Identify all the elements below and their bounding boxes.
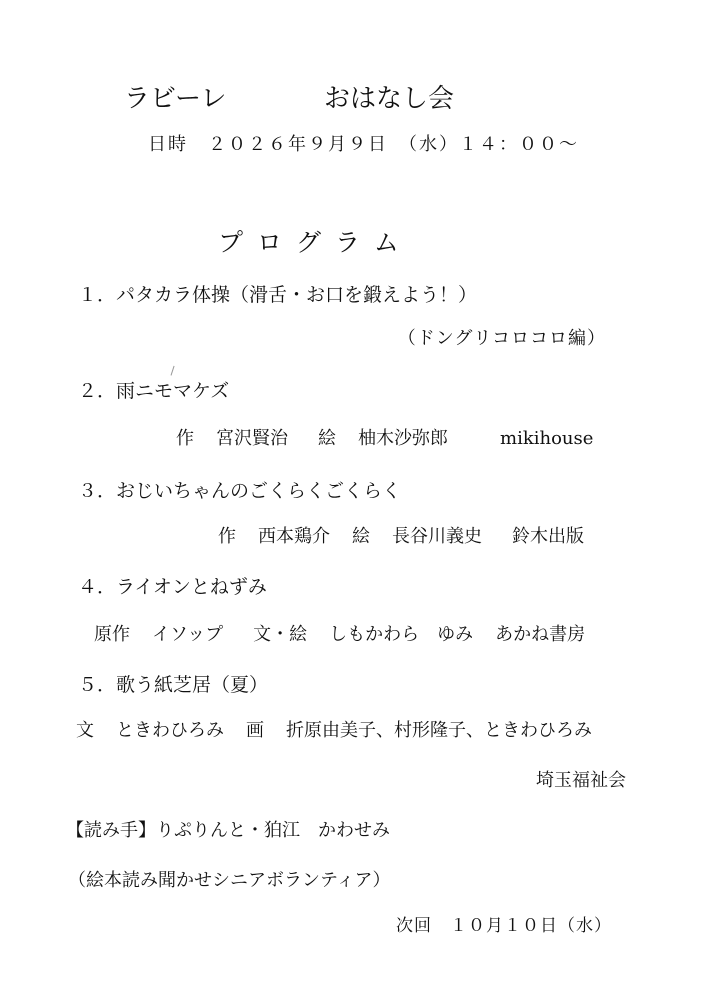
program-item-1-title: １．パタカラ体操（滑舌・お口を鍛えよう！） [78,284,478,306]
program-item-2-title: ２．雨ニモマケズ [78,380,230,402]
illustrator-name: 柚木沙弥郎 [358,428,448,449]
author-label: 文 [76,720,94,741]
readers-note: （絵本読み聞かせシニアボランティア） [68,870,391,891]
illustrator-label: 絵 [352,526,370,547]
illustrator-name: 長谷川義史 [392,526,482,547]
program-item-3-credits [218,528,584,546]
program-item-5-title: ５．歌う紙芝居（夏） [78,674,269,696]
author-label: 原作 [94,624,130,645]
author-label: 作 [218,526,236,547]
program-item-4-credits [94,626,585,644]
venue-name: ラビーレ [124,84,227,114]
program-item-2-credits [176,430,593,448]
illustrator-name: 折原由美子、村形隆子、ときわひろみ [286,720,592,741]
illustrator-label: 絵 [318,428,336,449]
illustrator-label: 画 [246,720,264,741]
author-name: ときわひろみ [116,720,224,741]
publisher-name: mikihouse [500,428,594,449]
readers-line: 【読み手】りぷりんと・狛江 かわせみ [66,820,390,841]
event-title: おはなし会 [324,84,455,114]
illustrator-label: 文・絵 [253,624,308,645]
program-item-4-title: ４．ライオンとねずみ [78,576,267,598]
author-name: 宮沢賢治 [216,428,288,449]
program-item-3-title: ３．おじいちゃんのごくらくごくらく [78,480,402,502]
illustrator-name: しもかわら ゆみ [329,624,474,645]
program-item-5-credits [76,722,592,740]
program-item-5-publisher: 埼玉福祉会 [536,770,626,791]
program-item-1-detail: （ドングリコロコロ編） [397,328,606,349]
event-datetime: 日時 ２０２６年９月９日 （水）１４：００～ [148,134,579,155]
scan-mark [171,366,177,376]
author-label: 作 [176,428,194,449]
next-session: 次回 １０月１０日（水） [396,916,612,936]
author-name: 西本鶏介 [258,526,330,547]
author-name: イソップ [152,624,224,645]
publisher-name: あかね書房 [495,624,586,645]
publisher-name: 鈴木出版 [512,526,584,547]
program-heading: プログラム [218,228,413,257]
